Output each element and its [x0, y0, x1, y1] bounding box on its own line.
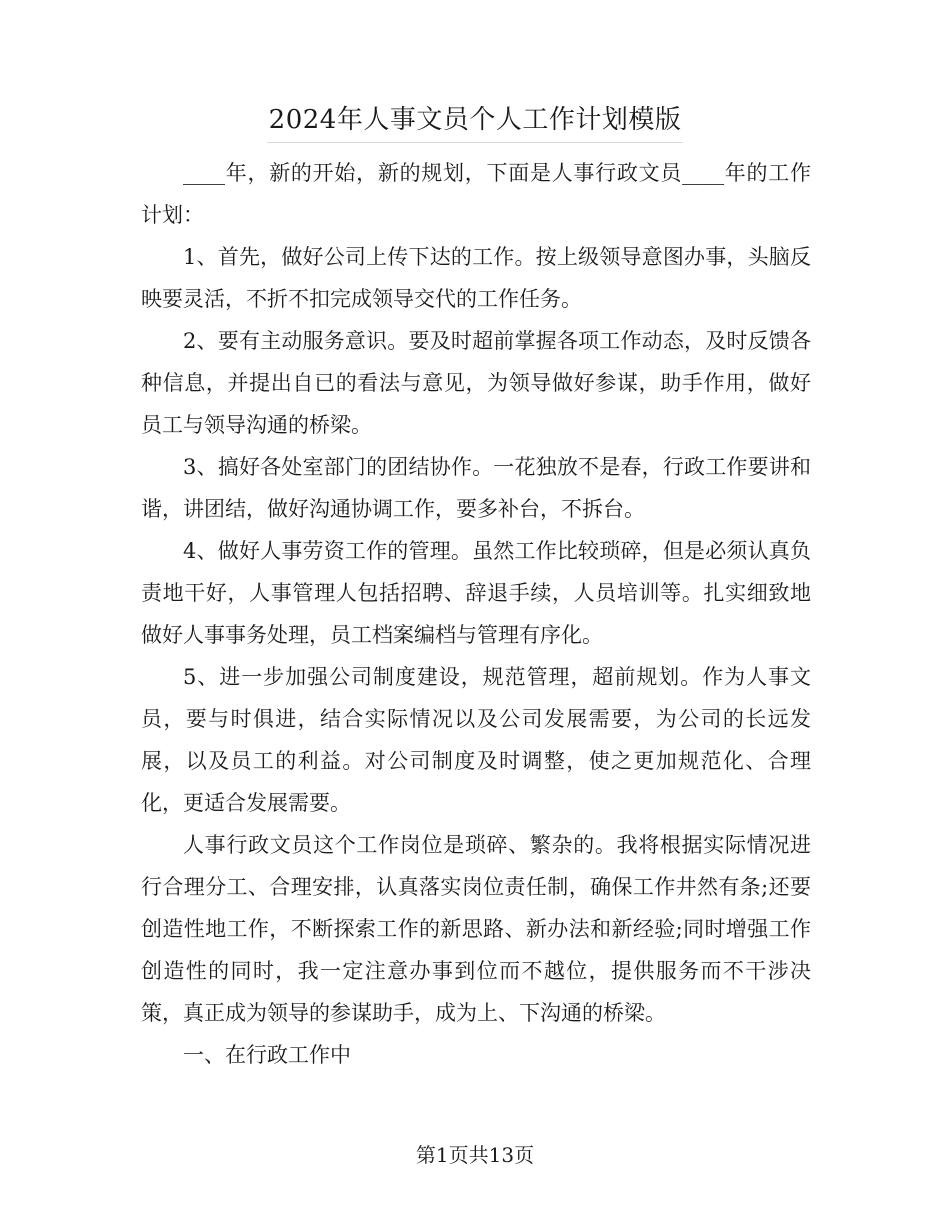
- title-container: [0, 100, 950, 143]
- document-title: 2024年人事文员个人工作计划模版: [267, 100, 684, 143]
- paragraph-item-2: 2、要有主动服务意识。要及时超前掌握各项工作动态，及时反馈各种信息，并提出自已的看法与意见，为领导做好参谋，助手作用，做好员工与领导沟通的桥梁。: [141, 329, 811, 437]
- paragraph-item-5: 5、进一步加强公司制度建设，规范管理，超前规划。作为人事文员，要与时俱进，结合实际情况以及公司发展需要，为公司的长远发展，以及员工的利益。对公司制度及时调整，使之更加规范化、合理化，更适合发展需要。: [141, 665, 811, 815]
- paragraph-summary: 人事行政文员这个工作岗位是琐碎、繁杂的。我将根据实际情况进行合理分工、合理安排，认真落实岗位责任制，确保工作井然有条;还要创造性地工作，不断探索工作的新思路、新办法和新经验;同时增强工作创造性的同时，我一定注意办事到位而不越位，提供服务而不干涉决策，真正成为领导的参谋助手，成为上、下沟通的桥梁。: [141, 833, 811, 1025]
- paragraph-item-3: 3、搞好各处室部门的团结协作。一花独放不是春，行政工作要讲和谐，讲团结，做好沟通协调工作，要多补台，不拆台。: [141, 455, 811, 521]
- paragraph-item-1: 1、首先，做好公司上传下达的工作。按上级领导意图办事，头脑反映要灵活，不折不扣完成领导交代的工作任务。: [141, 245, 811, 311]
- document-body: [141, 152, 811, 1076]
- section-heading: 一、在行政工作中: [183, 1043, 351, 1067]
- paragraph-item-4: 4、做好人事劳资工作的管理。虽然工作比较琐碎，但是必须认真负责地干好，人事管理人包括招聘、辞退手续，人员培训等。扎实细致地做好人事事务处理，员工档案编档与管理有序化。: [141, 539, 811, 647]
- paragraph-intro: ____年，新的开始，新的规划，下面是人事行政文员____年的工作计划：: [141, 161, 811, 227]
- page-footer: 第1页共13页: [415, 1143, 535, 1167]
